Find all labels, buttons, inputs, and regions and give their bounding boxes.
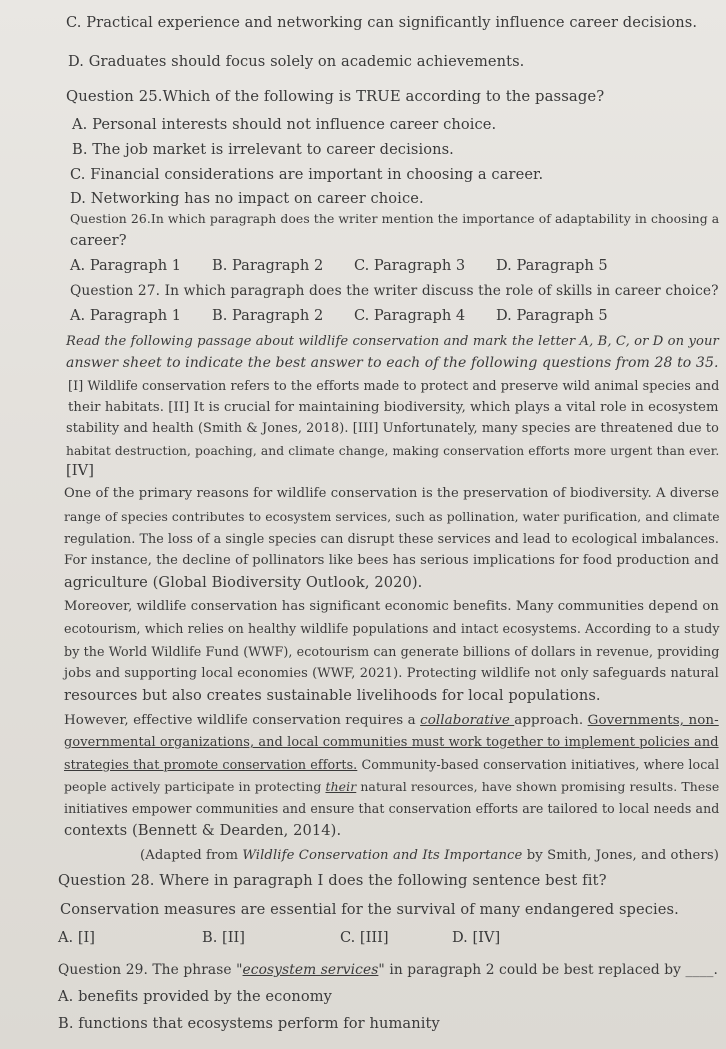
q26-option-d: D. Paragraph 5 [496,257,608,274]
para4-underlined-end: strategies that promote conservation efforts. [64,757,358,772]
para1-line2: their habitats. [II] It is crucial for maintaining biodiversity, which plays a vital role in ecosystem [68,400,719,415]
para2-line5: agriculture (Global Biodiversity Outlook, 2020). [64,574,423,591]
source-title: Wildlife Conservation and Its Importance [242,848,523,863]
para3-line1: Moreover, wildlife conservation has significant economic benefits. Many communities depend on [64,599,719,614]
para4-line2: governmental organizations, and local communities must work together to implement policies and [64,735,719,750]
q29-question-start: Question 29. The phrase " [58,962,243,978]
their-word: their [325,779,357,794]
q29-question [58,961,718,979]
q25-question: Question 25.Which of the following is TRUE according to the passage? [66,88,605,105]
para4-line3 [64,756,719,774]
q26-option-b: B. Paragraph 2 [212,257,324,274]
q26-question-line2: career? [70,232,127,249]
para1-line5: [IV] [66,462,95,479]
para2-line3: regulation. The loss of a single species can disrupt these services and lead to ecological imbalances. [64,531,719,546]
q25-option-c: C. Financial considerations are important in choosing a career. [70,166,544,183]
q28-option-b: B. [II] [202,929,245,946]
para3-line4: jobs and supporting local economies (WWF, 2021). Protecting wildlife not only safeguards natural [64,666,719,681]
passage-source [140,847,719,865]
q29-question-end: " in paragraph 2 could be best replaced by ____. [378,962,718,978]
instructions-line2: answer sheet to indicate the best answer to each of the following questions from 28 to 35. [66,355,719,371]
para3-line3: by the World Wildlife Fund (WWF), ecotourism can generate billions of dollars in revenue, providing [64,644,720,659]
source-suffix: by Smith, Jones, and others) [522,848,719,863]
para2-line1: One of the primary reasons for wildlife conservation is the preservation of biodiversity. A diverse [64,486,720,501]
q27-option-a: A. Paragraph 1 [70,307,182,324]
q26-question-line1: Question 26.In which paragraph does the writer mention the importance of adaptability in choosing a [70,212,720,226]
para3-line5: resources but also creates sustainable livelihoods for local populations. [64,687,601,704]
para4-line5: initiatives empower communities and ensure that conservation efforts are tailored to local needs and [64,801,720,816]
para4-line6: contexts (Bennett & Dearden, 2014). [64,822,342,839]
q28-option-c: C. [III] [340,929,389,946]
para4-line1 [64,712,719,730]
para2-line4: For instance, the decline of pollinators like bees has serious implications for food production and [64,553,719,568]
para1-line1: [I] Wildlife conservation refers to the efforts made to protect and preserve wild animal species and [68,379,720,394]
para4-line4 [64,778,719,796]
collaborative-word: collaborative [420,713,515,728]
para3-line2: ecotourism, which relies on healthy wildlife populations and intact ecosystems. According to a study [64,621,720,636]
q27-question: Question 27. In which paragraph does the writer discuss the role of skills in career choice? [70,283,719,299]
para1-line4: habitat destruction, poaching, and climate change, making conservation efforts more urgent than ever. [66,444,720,458]
q29-option-b: B. functions that ecosystems perform for humanity [58,1015,440,1032]
para4-line1-text: However, effective wildlife conservation requires a [64,713,421,728]
para4-line4-rest: natural resources, have shown promising results. These [356,779,720,794]
q28-option-d: D. [IV] [452,929,501,946]
q28-sentence: Conservation measures are essential for the survival of many endangered species. [60,901,679,918]
instructions-line1: Read the following passage about wildlife conservation and mark the letter A, B, C, or D on your [66,334,719,349]
para1-line3: stability and health (Smith & Jones, 2018). [III] Unfortunately, many species are threatened due to [66,421,719,436]
q25-option-d: D. Networking has no impact on career choice. [70,190,424,207]
q27-option-c: C. Paragraph 4 [354,307,466,324]
q25-option-b: B. The job market is irrelevant to career decisions. [72,141,454,158]
source-prefix: (Adapted from [140,848,243,863]
para4-line3-text: Community-based conservation initiatives, where local [357,757,720,772]
q28-question: Question 28. Where in paragraph I does the following sentence best fit? [58,872,607,889]
q26-option-c: C. Paragraph 3 [354,257,466,274]
q27-option-b: B. Paragraph 2 [212,307,324,324]
q24-option-c: C. Practical experience and networking can significantly influence career decisions. [66,14,698,31]
q25-option-a: A. Personal interests should not influence career choice. [72,116,497,133]
para2-line2: range of species contributes to ecosystem services, such as pollination, water purification, and climate [64,510,720,524]
ecosystem-services-phrase: ecosystem services [242,962,379,978]
para4-underlined-start: Governments, non- [587,713,719,728]
para4-line4-text: people actively participate in protecting [64,779,326,794]
q29-option-a: A. benefits provided by the economy [58,988,332,1005]
q26-option-a: A. Paragraph 1 [70,257,182,274]
q24-option-d: D. Graduates should focus solely on academic achievements. [68,53,525,70]
para4-line1-approach: approach. [514,713,588,728]
q27-option-d: D. Paragraph 5 [496,307,608,324]
q28-option-a: A. [I] [58,929,95,946]
